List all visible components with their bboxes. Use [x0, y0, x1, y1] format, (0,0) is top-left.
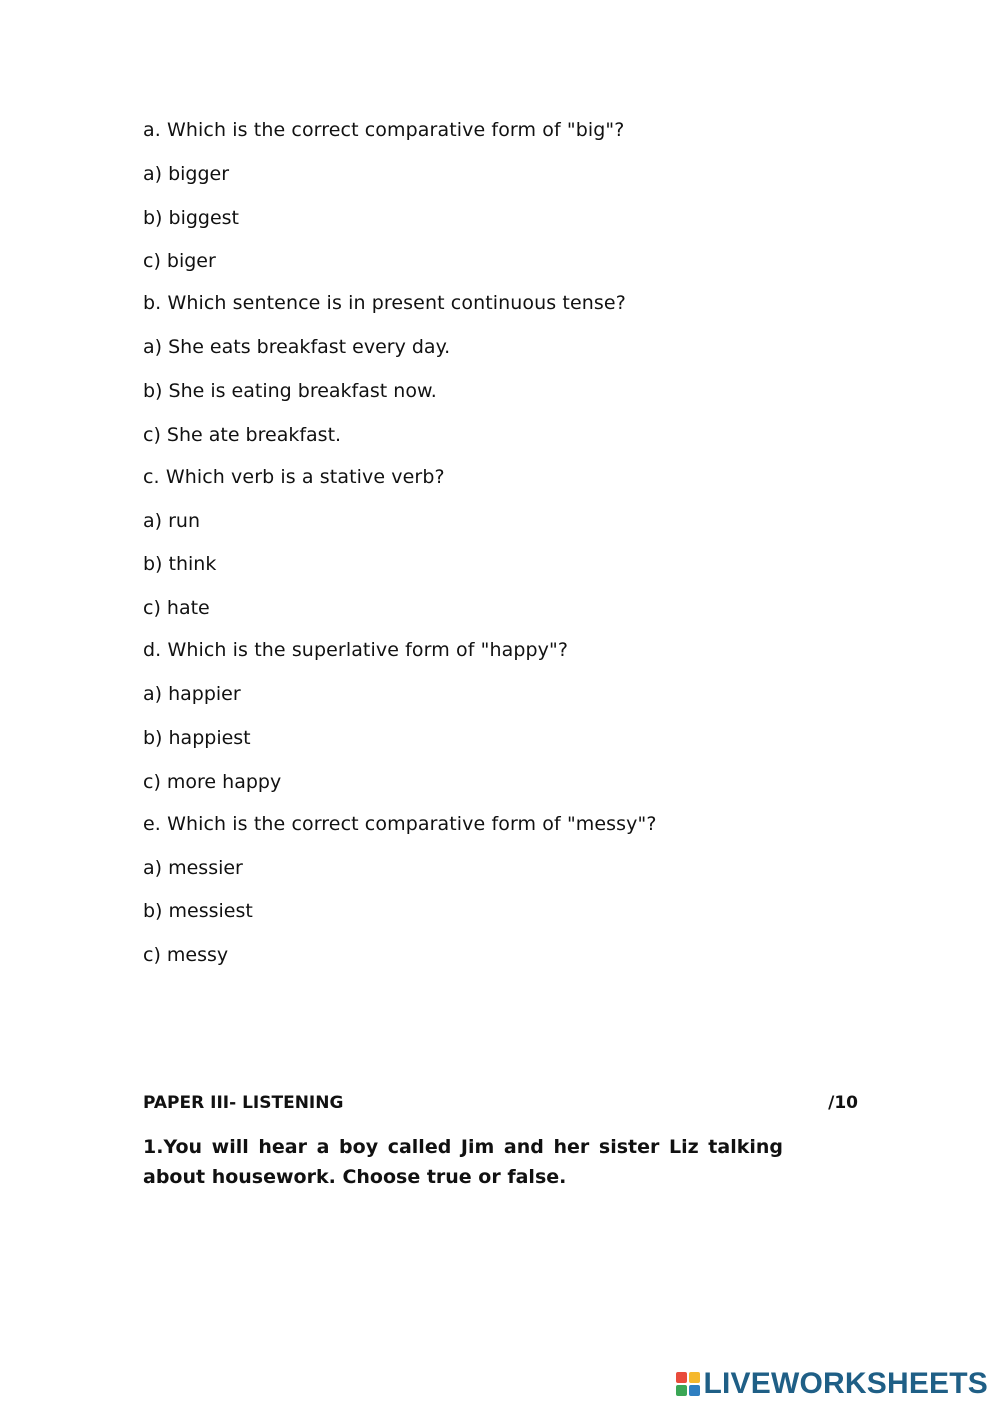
- option-item: b) biggest: [143, 206, 240, 229]
- option-item: b) messiest: [143, 900, 253, 923]
- listening-instructions: 1.You will hear a boy called Jim and her sister Liz talking about housework. Choose true or false.: [143, 1136, 783, 1188]
- option-item: c) biger: [143, 250, 216, 273]
- question-prompt: d. Which is the superlative form of "happy"?: [143, 639, 569, 662]
- option-item: b) think: [143, 553, 217, 576]
- section-score: /10: [828, 1093, 858, 1113]
- option-item: a) happier: [143, 683, 241, 706]
- option-item: c) more happy: [143, 770, 282, 793]
- option-item: a) run: [143, 509, 200, 532]
- section-title: PAPER III- LISTENING: [143, 1093, 344, 1113]
- question-e: [143, 812, 863, 967]
- question-b: [143, 291, 863, 446]
- brand-watermark: [676, 1368, 989, 1400]
- worksheet-page: [143, 118, 863, 985]
- option-item: c) hate: [143, 597, 210, 620]
- question-prompt: c. Which verb is a stative verb?: [143, 465, 445, 488]
- question-d: [143, 638, 863, 793]
- brand-name: LIVEWORKSHEETS: [703, 1367, 988, 1400]
- option-item: a) She eats breakfast every day.: [143, 336, 451, 359]
- question-prompt: b. Which sentence is in present continuous tense?: [143, 292, 626, 315]
- question-prompt: a. Which is the correct comparative form of "big"?: [143, 119, 625, 141]
- option-item: c) messy: [143, 943, 229, 966]
- option-item: c) She ate breakfast.: [143, 423, 342, 446]
- section-header: [143, 1091, 858, 1115]
- question-a: [143, 118, 863, 273]
- option-item: b) She is eating breakfast now.: [143, 380, 437, 403]
- option-item: b) happiest: [143, 726, 251, 749]
- liveworksheets-logo-icon: [676, 1372, 700, 1396]
- option-item: a) messier: [143, 856, 243, 879]
- question-c: [143, 465, 863, 620]
- option-item: a) bigger: [143, 163, 230, 185]
- question-prompt: e. Which is the correct comparative form of "messy"?: [143, 812, 657, 835]
